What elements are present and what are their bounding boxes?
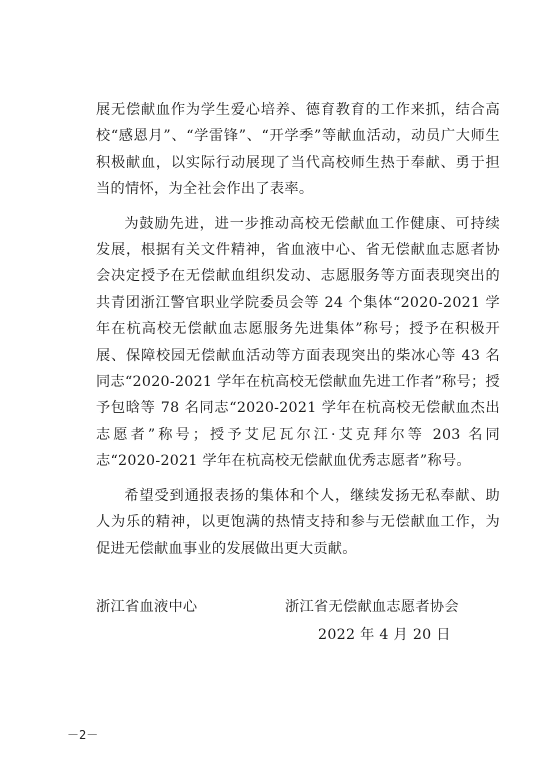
paragraph-closing: 希望受到通报表扬的集体和个人，继续发扬无私奉献、助人为乐的精神，以更饱满的热情支持和参与无偿献血工作，为促进无偿献血事业的发展做出更大贡献。 [96,487,500,557]
document-body [96,97,500,570]
paragraph-continuation: 展无偿献血作为学生爱心培养、德育教育的工作来抓，结合高校“感恩月”、“学雷锋”、“开学季”等献血活动，动员广大师生积极献血，以实际行动展现了当代高校师生热于奉献、勇于担当的情怀，为全社会作出了表率。 [96,102,500,198]
signature-date: 2022 年 4 月 20 日 [318,627,451,643]
paragraph-awards: 为鼓励先进，进一步推动高校无偿献血工作健康、可持续发展，根据有关文件精神，省血液中心、省无偿献血志愿者协会决定授予在无偿献血组织发动、志愿服务等方面表现突出的共青团浙江警官职业学院委员会等 24 个集体“2020-2021 学年在杭高校无偿献血志愿服务先进集体”称号；授予在积极开展、保障校园无偿献血活动等方面表现突出的柴冰心等 43 名同志“2020-2021 学年在杭高校无偿献血先进工作者”称号；授予包晗等 78 名同志“2020-2021 学年在杭高校无偿献血杰出志愿者”称号；授予艾尼瓦尔江·艾克拜尔等 203 名同志“2020-2021 学年在杭高校无偿献血优秀志愿者”称号。 [96,215,500,470]
page-number: －2－ [67,728,99,742]
signature-right-org: 浙江省无偿献血志愿者协会 [285,599,459,615]
signature-left-org: 浙江省血液中心 [96,599,198,615]
